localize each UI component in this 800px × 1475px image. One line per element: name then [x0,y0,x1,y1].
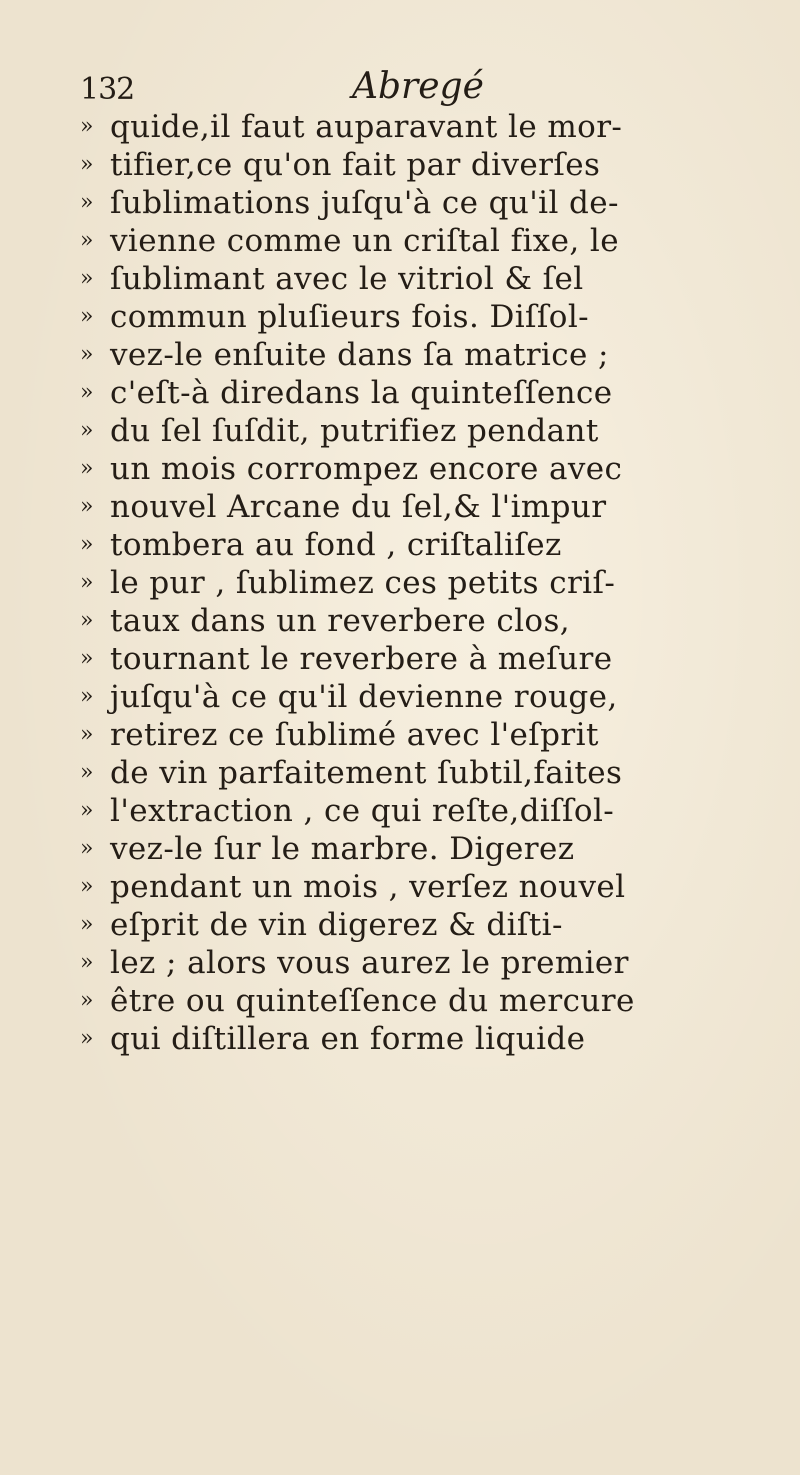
text-line [80,412,720,450]
page-header [80,66,720,110]
text-line [80,716,720,754]
line-text: l'extraction , ce qui reſte,diſſol- [110,793,615,829]
line-text: retirez ce ſublimé avec l'eſprit [110,717,599,753]
quote-mark: » [80,1026,94,1051]
quote-mark: » [80,418,94,443]
quote-mark: » [80,380,94,405]
text-line [80,792,720,830]
quote-mark: » [80,684,94,709]
quote-mark: » [80,798,94,823]
line-text: juſqu'à ce qu'il devienne rouge, [110,679,618,715]
line-text: tournant le reverbere à meſure [110,641,613,677]
line-text: vez-le enſuite dans ſa matrice ; [110,337,609,373]
quote-mark: » [80,988,94,1013]
quote-mark: » [80,950,94,975]
quote-mark: » [80,912,94,937]
page-number: 132 [80,72,135,107]
quote-mark: » [80,874,94,899]
text-line [80,222,720,260]
text-line [80,184,720,222]
text-line [80,754,720,792]
line-text: lez ; alors vous aurez le premier [110,945,629,981]
line-text: pendant un mois , verſez nouvel [110,869,626,905]
text-line [80,868,720,906]
line-text: être ou quinteſſence du mercure [110,983,635,1019]
line-text: de vin parfaitement ſubtil,faites [110,755,623,791]
text-line [80,450,720,488]
text-line [80,678,720,716]
quote-mark: » [80,456,94,481]
line-text: ſublimant avec le vitriol & ſel [110,261,584,297]
text-line [80,146,720,184]
quote-mark: » [80,342,94,367]
line-text: du ſel ſuſdit, putrifiez pendant [110,413,599,449]
line-text: tombera au fond , criſtaliſez [110,527,562,563]
line-text: c'eſt-à diredans la quinteſſence [110,375,613,411]
line-text: quide,il faut auparavant le mor- [110,109,623,145]
quote-mark: » [80,836,94,861]
quote-mark: » [80,760,94,785]
quote-mark: » [80,266,94,291]
quote-mark: » [80,228,94,253]
line-text: le pur , ſublimez ces petits criſ- [110,565,616,601]
text-line [80,602,720,640]
line-text: eſprit de vin digerez & diſti- [110,907,563,943]
text-line [80,260,720,298]
text-line [80,1020,720,1058]
running-title: Abregé [352,66,484,107]
line-text: vienne comme un criſtal fixe, le [110,223,619,259]
text-line [80,526,720,564]
body-text [80,108,720,1058]
quote-mark: » [80,532,94,557]
line-text: vez-le ſur le marbre. Digerez [110,831,575,867]
text-line [80,944,720,982]
line-text: un mois corrompez encore avec [110,451,623,487]
text-line [80,298,720,336]
text-line [80,564,720,602]
line-text: taux dans un reverbere clos, [110,603,571,639]
text-line [80,374,720,412]
quote-mark: » [80,722,94,747]
text-line [80,982,720,1020]
text-line [80,488,720,526]
quote-mark: » [80,494,94,519]
quote-mark: » [80,570,94,595]
quote-mark: » [80,152,94,177]
line-text: qui diſtillera en forme liquide [110,1021,586,1057]
line-text: commun pluſieurs fois. Diſſol- [110,299,590,335]
line-text: ſublimations juſqu'à ce qu'il de- [110,185,619,221]
line-text: nouvel Arcane du ſel,& l'impur [110,489,607,525]
line-text: tifier,ce qu'on fait par diverſes [110,147,601,183]
text-line [80,830,720,868]
quote-mark: » [80,304,94,329]
quote-mark: » [80,646,94,671]
quote-mark: » [80,190,94,215]
text-line [80,906,720,944]
text-line [80,640,720,678]
text-line [80,108,720,146]
quote-mark: » [80,608,94,633]
text-line [80,336,720,374]
quote-mark: » [80,114,94,139]
